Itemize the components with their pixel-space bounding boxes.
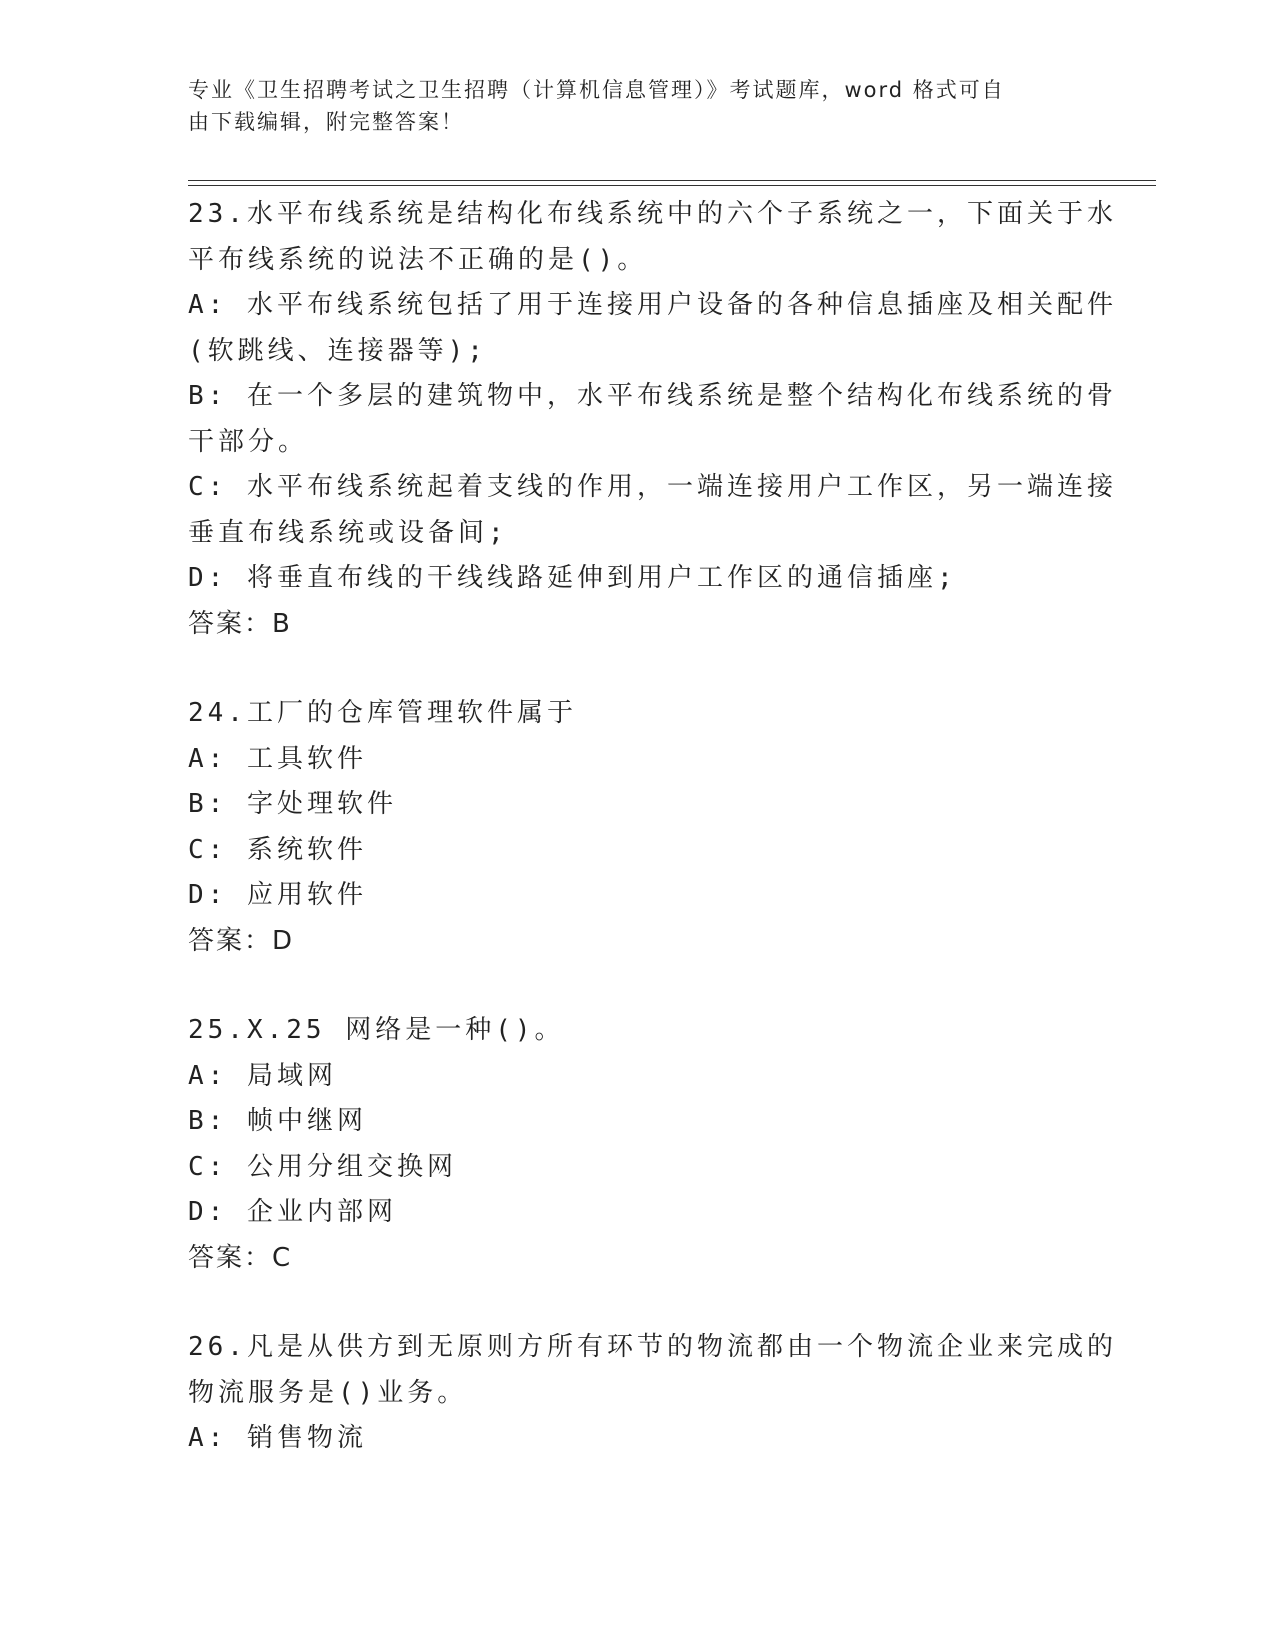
option-b: B: 帧中继网 [188, 1106, 367, 1136]
question-stem: 24.工厂的仓库管理软件属于 [188, 698, 577, 728]
question-list [188, 192, 1117, 1506]
option-d: D: 企业内部网 [188, 1197, 397, 1227]
option-d: D: 应用软件 [188, 880, 367, 910]
option-b: B: 字处理软件 [188, 789, 397, 819]
header-divider-bottom [188, 185, 1156, 186]
option-a: (软跳线、连接器等); [188, 335, 487, 366]
option-d: D: 将垂直布线的干线线路延伸到用户工作区的通信插座; [188, 563, 957, 593]
header-line-2: 由下载编辑，附完整答案！ [188, 110, 464, 134]
question-26 [188, 1325, 1117, 1462]
option-b: 干部分。 [188, 426, 309, 457]
header-divider-top [188, 180, 1156, 181]
option-c: C: 水平布线系统起着支线的作用，一端连接用户工作区，另一端连接 [188, 472, 1117, 502]
question-stem: 25.X.25 网络是一种()。 [188, 1015, 565, 1045]
question-stem: 26.凡是从供方到无原则方所有环节的物流都由一个物流企业来完成的 [188, 1332, 1117, 1362]
option-c: C: 公用分组交换网 [188, 1151, 457, 1182]
question-25 [188, 1008, 1078, 1281]
header-line-1: 专业《卫生招聘考试之卫生招聘（计算机信息管理）》考试题库，word 格式可自 [188, 78, 1005, 102]
question-23 [188, 192, 1117, 647]
answer-label: 答案：C [188, 1242, 293, 1273]
question-24 [188, 691, 1078, 964]
option-b: B: 在一个多层的建筑物中，水平布线系统是整个结构化布线系统的骨 [188, 381, 1117, 411]
question-stem: 物流服务是()业务。 [188, 1377, 468, 1408]
option-a: A: 局域网 [188, 1060, 337, 1091]
option-a: A: 销售物流 [188, 1423, 367, 1453]
answer-label: 答案：B [188, 608, 292, 639]
question-stem: 平布线系统的说法不正确的是()。 [188, 244, 648, 275]
answer-label: 答案：D [188, 925, 295, 956]
document-header [188, 74, 1088, 138]
question-stem: 23.水平布线系统是结构化布线系统中的六个子系统之一，下面关于水 [188, 199, 1117, 229]
option-a: A: 水平布线系统包括了用于连接用户设备的各种信息插座及相关配件 [188, 290, 1117, 320]
option-c: 垂直布线系统或设备间; [188, 517, 508, 548]
option-a: A: 工具软件 [188, 743, 367, 774]
option-c: C: 系统软件 [188, 834, 367, 865]
